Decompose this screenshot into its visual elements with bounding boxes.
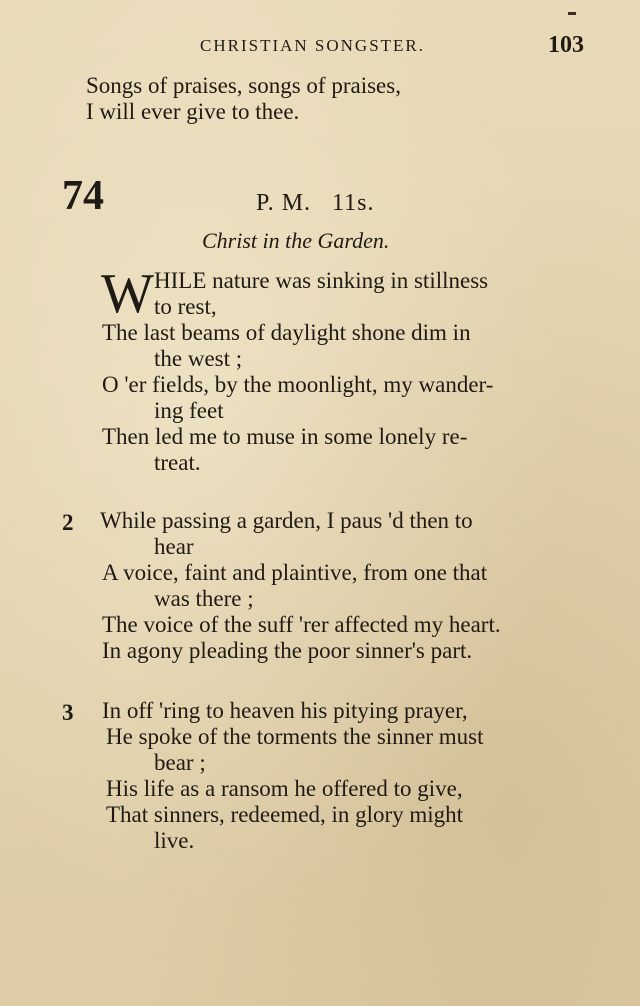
stanza-line: That sinners, redeemed, in glory might [106, 802, 464, 827]
stanza-line: HILE nature was sinking in stillness [154, 268, 489, 293]
hymn-number: 74 [62, 173, 104, 219]
printer-mark [568, 12, 576, 15]
stanza-line: O 'er fields, by the moonlight, my wander- [102, 372, 494, 397]
stanza-line: In off 'ring to heaven his pitying prayer, [102, 698, 468, 723]
page-number: 103 [548, 32, 584, 58]
stanza-number: 2 [62, 510, 74, 535]
stanza-line: He spoke of the torments the sinner must [106, 724, 484, 749]
stanza-line: Then led me to muse in some lonely re- [102, 424, 468, 449]
stanza-line: In agony pleading the poor sinner's part. [102, 638, 473, 663]
stanza-line: ing feet [154, 398, 224, 423]
stanza-line: A voice, faint and plaintive, from one that [102, 560, 488, 585]
previous-hymn-line: Songs of praises, songs of praises, [86, 73, 401, 98]
stanza-line: the west ; [154, 346, 243, 371]
stanza-line: treat. [154, 450, 201, 475]
stanza-line: His life as a ransom he offered to give, [106, 776, 463, 801]
hymn-title: Christ in the Garden. [202, 228, 390, 253]
stanza-line: While passing a garden, I paus 'd then to [100, 508, 473, 533]
stanza-line: to rest, [154, 294, 217, 319]
drop-cap: W [101, 263, 154, 325]
stanza-line: hear [154, 534, 194, 559]
stanza-line: The last beams of daylight shone dim in [102, 320, 471, 345]
running-head: CHRISTIAN SONGSTER. [200, 36, 426, 55]
stanza-line: The voice of the suff 'rer affected my heart. [102, 612, 501, 637]
hymn-meter: P. M. 11s. [256, 190, 375, 216]
stanza-line: live. [154, 828, 195, 853]
previous-hymn-line: I will ever give to thee. [86, 99, 300, 124]
stanza-line: was there ; [154, 586, 254, 611]
stanza-line: bear ; [154, 750, 206, 775]
stanza-number: 3 [62, 700, 74, 725]
